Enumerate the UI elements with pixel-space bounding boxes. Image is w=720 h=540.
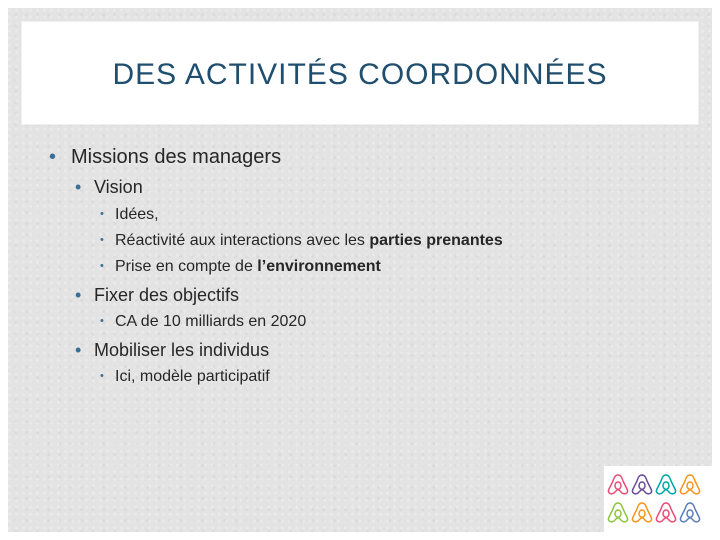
bullet-icon: • [100,234,104,246]
bullet-text-bold: l’environnement [257,258,381,275]
bullet-text: Idées, [115,206,159,223]
bullet-text: Fixer des objectifs [94,285,240,305]
bullet-ca [100,313,306,331]
bullet-icon: • [75,177,82,197]
bullet-icon: • [49,146,57,168]
bullet-icon: • [100,260,104,272]
bullet-text: Missions des managers [71,146,282,168]
belo-icon [680,475,699,494]
bullet-icon: • [100,208,104,220]
bullet-text-bold: parties prenantes [369,232,503,249]
bullet-reactivite [100,232,503,250]
bullet-objectifs [75,285,239,306]
belo-icon [608,475,627,494]
bullet-missions [49,146,281,169]
belo-icon [632,475,651,494]
bullet-text: Prise en compte de [115,258,258,275]
bullet-text: Réactivité aux interactions avec les [115,232,370,249]
belo-icon [656,475,675,494]
belo-icon [656,503,675,522]
bullet-text: CA de 10 milliards en 2020 [115,313,307,330]
bullet-mobiliser [75,340,269,361]
bullet-ici [100,368,270,386]
bullet-text: Vision [94,177,143,197]
bullet-idees [100,206,159,224]
belo-icon [680,503,699,522]
belo-icon [608,503,627,522]
airbnb-logo-grid-icon [604,466,712,532]
bullet-text: Ici, modèle participatif [115,368,270,385]
belo-icon [632,503,651,522]
logo-grid [604,466,712,532]
bullet-icon: • [100,370,104,382]
bullet-icon: • [100,315,104,327]
bullet-text: Mobiliser les individus [94,340,270,360]
slide-title: DES ACTIVITÉS COORDONNÉES [112,58,608,91]
bullet-vision [75,177,143,198]
bullet-icon: • [75,340,82,360]
bullet-prise [100,258,381,276]
bullet-icon: • [75,285,82,305]
